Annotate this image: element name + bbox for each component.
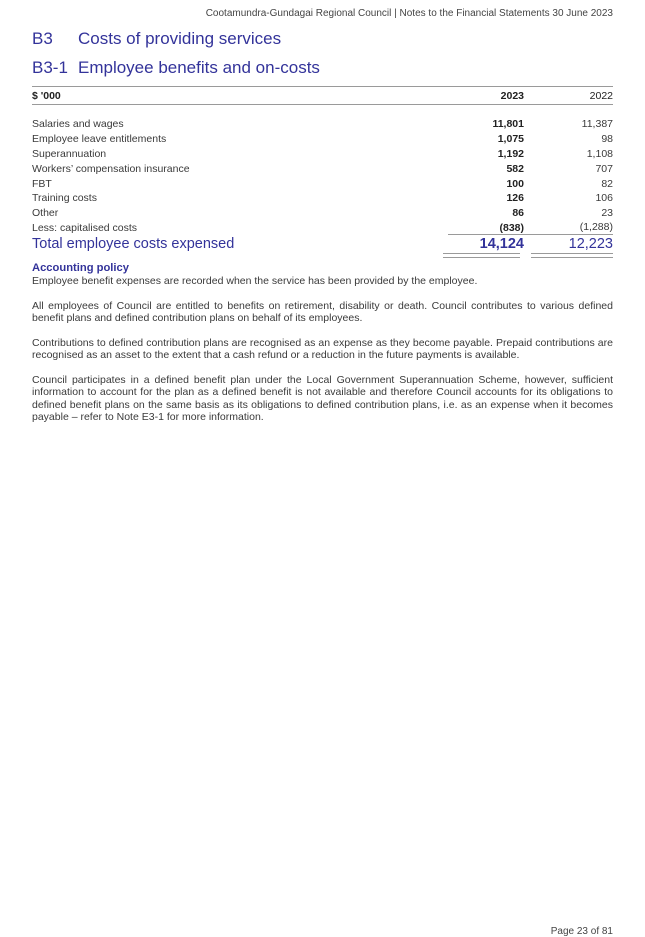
section-heading: Costs of providing services [78,29,282,48]
page-header: Cootamundra-Gundagai Regional Council | Notes to the Financial Statements 30 June 2023 [205,8,613,19]
row-value-2022: (1,288) [524,220,613,235]
page-number: Page 23 of 81 [550,926,613,937]
table-row [32,191,613,206]
total-2022: 12,223 [568,236,613,253]
row-value-2023: 126 [506,192,524,205]
table-total-row [32,235,613,253]
row-value-2023: 86 [512,207,524,220]
row-label: Salaries and wages [32,118,124,131]
double-underline-2023 [443,253,520,258]
row-label: Less: capitalised costs [32,221,138,234]
row-value-2022: 1,108 [586,147,613,160]
row-value-2022: 707 [595,162,613,175]
row-value-2022: 23 [601,207,613,220]
table-row [32,206,613,221]
employee-costs-table [32,86,613,253]
table-row [32,147,613,162]
subsection-number: B3-1 [32,58,68,77]
table-body [32,117,613,235]
row-value-2023: (838) [448,221,524,235]
col-header-2022: 2022 [589,89,613,102]
row-value-2023: 1,075 [497,133,524,146]
section-number: B3 [32,29,53,48]
total-label: Total employee costs expensed [32,236,235,253]
table-row [32,176,613,191]
subsection-title [32,58,320,78]
row-value-2023: 11,801 [492,118,524,131]
table-row [32,221,613,236]
double-underline-2022 [531,253,613,258]
total-2023: 14,124 [479,236,524,253]
row-value-2023: 1,192 [497,147,524,160]
row-value-2022: 11,387 [581,118,613,131]
unit-label: $ '000 [32,89,61,102]
accounting-policy [32,262,613,436]
policy-paragraph: Employee benefit expenses are recorded when the service has been provided by the employee. [32,275,478,287]
policy-paragraph: Council participates in a defined benefit plan under the Local Government Superannuation Scheme, however, sufficient information to account for the plan as a defined benefit is not available and therefore Council accounts for its obligations to defined benefit plans on the same basis as its obligations to defined contribution plans, i.e. as an expense when it becomes payable – refer to Note E3-1 for more information. [32,373,613,423]
subsection-heading: Employee benefits and on-costs [78,58,320,77]
row-label: Superannuation [32,147,107,160]
section-title [32,29,281,49]
col-header-2023: 2023 [500,89,524,102]
row-value-2022: 82 [601,177,613,190]
row-value-2022: 98 [601,133,613,146]
row-value-2022: 106 [595,192,613,205]
table-row [32,132,613,147]
policy-heading: Accounting policy [32,262,129,274]
policy-paragraph: All employees of Council are entitled to benefits on retirement, disability or death. Council contributes to various defined benefit plans and defined contribution plans on behalf of its employees. [32,299,613,325]
table-row [32,161,613,176]
table-header-row [32,86,613,105]
row-label: Other [32,207,59,220]
row-value-2023: 582 [506,162,524,175]
row-value-2023: 100 [506,177,524,190]
policy-paragraph: Contributions to defined contribution plans are recognised as an expense as they become payable. Prepaid contributions are recognised as an asset to the extent that a cash refund or a reduction in the future payments is available. [32,336,613,362]
row-label: Training costs [32,192,97,205]
row-label: Workers’ compensation insurance [32,162,190,175]
table-row [32,117,613,132]
row-label: FBT [32,177,52,190]
row-label: Employee leave entitlements [32,133,167,146]
